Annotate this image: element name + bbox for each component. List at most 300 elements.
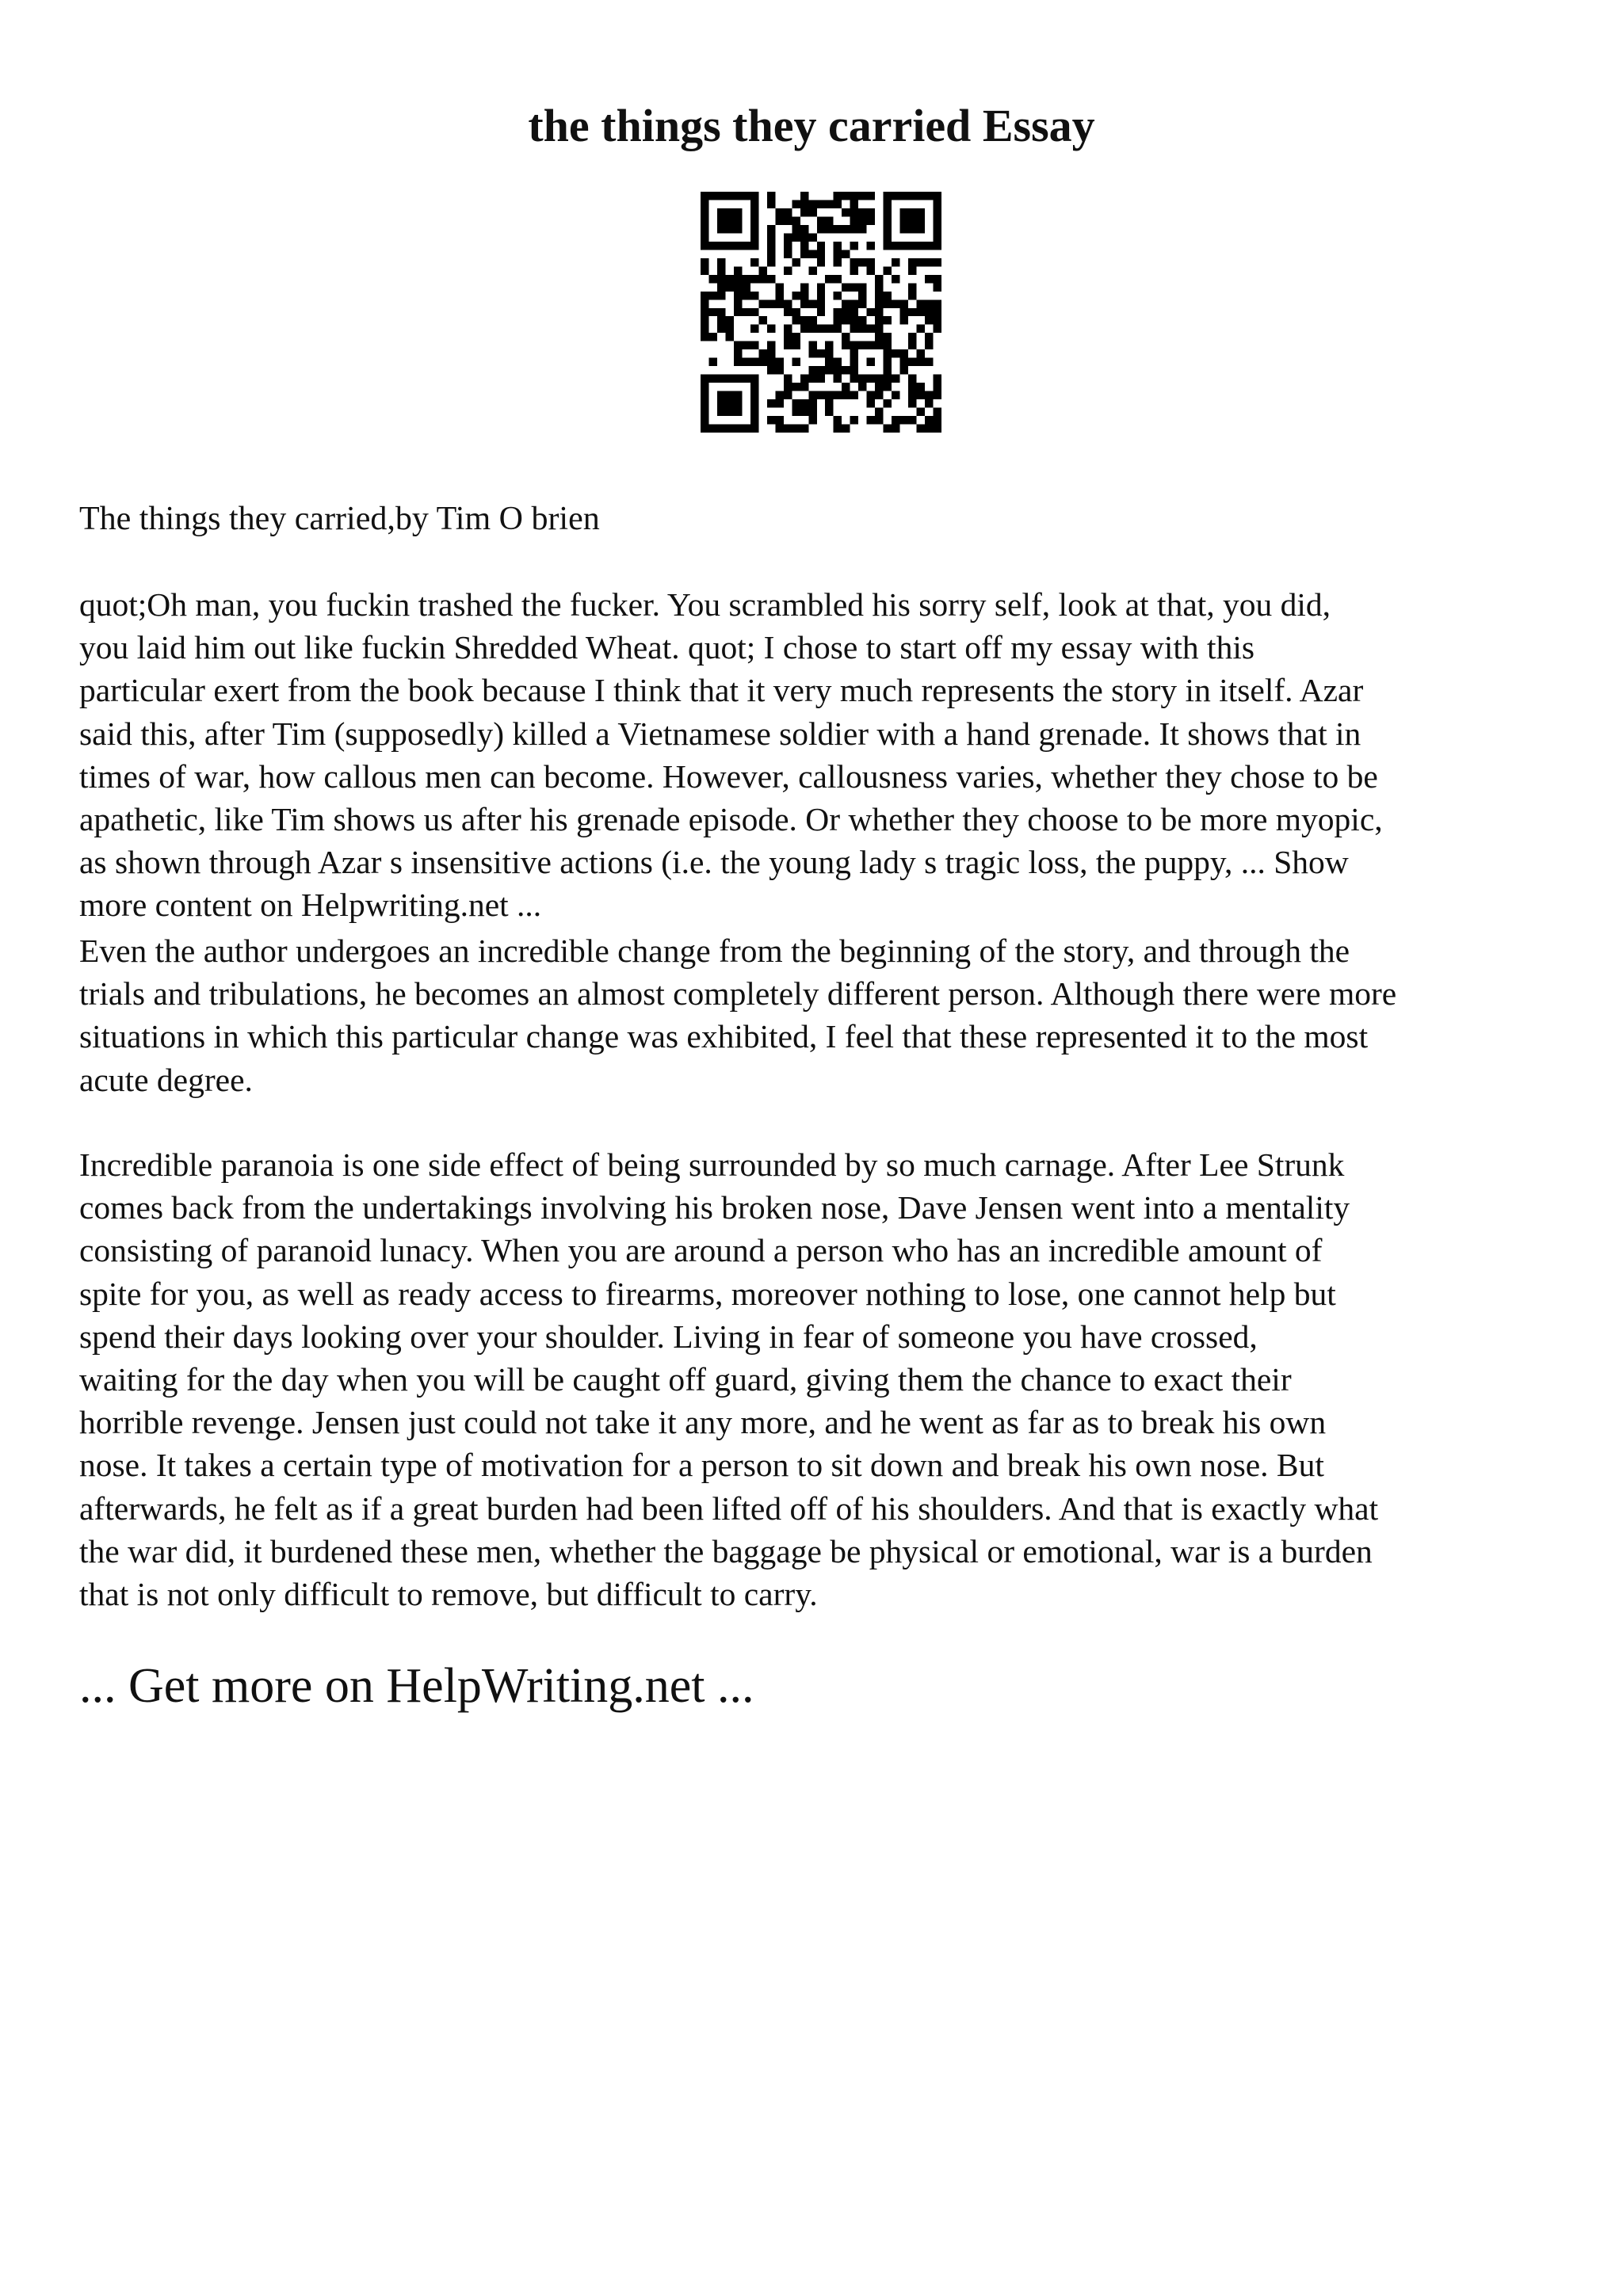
qr-module: [834, 391, 842, 399]
qr-module: [742, 341, 750, 349]
qr-module: [784, 375, 792, 383]
qr-module: [750, 200, 758, 208]
qr-module: [817, 299, 825, 307]
qr-module: [908, 283, 916, 291]
qr-module: [850, 242, 858, 250]
text-line: nose. It takes a certain type of motivation for a person to sit down and break his own nose. But: [79, 1447, 1324, 1484]
qr-module: [875, 383, 883, 391]
qr-module: [817, 242, 825, 250]
qr-module: [750, 192, 758, 200]
footer-link-text[interactable]: ... Get more on HelpWriting.net ...: [79, 1659, 754, 1713]
text-line: comes back from the undertakings involving his broken nose, Dave Jensen went into a mentality: [79, 1189, 1350, 1226]
qr-module: [858, 316, 866, 324]
qr-module: [767, 416, 775, 424]
qr-module: [767, 299, 775, 307]
qr-module: [750, 233, 758, 241]
qr-module: [725, 242, 733, 250]
qr-module: [725, 399, 733, 407]
qr-module: [892, 391, 899, 399]
qr-module: [834, 366, 842, 374]
qr-module: [884, 208, 892, 216]
qr-module: [725, 391, 733, 399]
qr-module: [734, 391, 742, 399]
qr-module: [701, 391, 708, 399]
qr-module: [850, 225, 858, 233]
text-line: particular exert from the book because I think that it very much represents the story in itself. Azar: [79, 672, 1364, 709]
qr-module: [792, 316, 800, 324]
qr-module: [750, 358, 758, 366]
qr-module: [808, 416, 816, 424]
qr-module: [758, 316, 766, 324]
qr-module: [934, 325, 941, 333]
qr-module: [917, 192, 925, 200]
qr-module: [750, 308, 758, 316]
qr-module: [934, 375, 941, 383]
qr-module: [784, 341, 792, 349]
qr-module: [717, 208, 725, 216]
qr-module: [850, 316, 858, 324]
qr-module: [708, 375, 716, 383]
qr-module: [742, 425, 750, 433]
qr-module: [750, 425, 758, 433]
qr-module: [784, 299, 792, 307]
qr-module: [842, 250, 850, 257]
qr-module: [850, 192, 858, 200]
qr-module: [701, 192, 708, 200]
qr-module: [767, 200, 775, 208]
qr-module: [775, 208, 783, 216]
qr-module: [792, 333, 800, 341]
qr-module: [925, 416, 933, 424]
qr-module: [775, 391, 783, 399]
qr-module: [725, 425, 733, 433]
qr-module: [934, 275, 941, 283]
qr-module: [775, 425, 783, 433]
qr-module: [701, 233, 708, 241]
qr-module: [850, 391, 858, 399]
qr-module: [817, 308, 825, 316]
qr-code-icon: [701, 192, 941, 433]
qr-module: [867, 399, 875, 407]
qr-module: [767, 275, 775, 283]
qr-module: [825, 200, 833, 208]
qr-module: [875, 325, 883, 333]
qr-module: [717, 192, 725, 200]
qr-module: [717, 391, 725, 399]
qr-module: [800, 225, 808, 233]
qr-module: [834, 375, 842, 383]
qr-module: [701, 325, 708, 333]
qr-module: [767, 366, 775, 374]
qr-module: [767, 250, 775, 257]
qr-module: [850, 216, 858, 224]
qr-module: [725, 192, 733, 200]
qr-module: [734, 266, 742, 274]
text-line: spend their days looking over your shoulder. Living in fear of someone you have crossed,: [79, 1318, 1258, 1355]
essay-paragraph: [79, 929, 1569, 1101]
qr-module: [701, 216, 708, 224]
qr-module: [925, 258, 933, 266]
qr-module: [808, 208, 816, 216]
qr-module: [875, 375, 883, 383]
qr-module: [800, 283, 808, 291]
qr-module: [834, 425, 842, 433]
qr-module: [934, 233, 941, 241]
qr-module: [725, 333, 733, 341]
qr-module: [808, 266, 816, 274]
qr-module: [934, 283, 941, 291]
qr-module: [934, 316, 941, 324]
qr-module: [708, 275, 716, 283]
qr-module: [792, 425, 800, 433]
qr-module: [825, 399, 833, 407]
qr-module: [775, 292, 783, 299]
qr-module: [717, 325, 725, 333]
qr-module: [842, 308, 850, 316]
text-line: quot;Oh man, you fuckin trashed the fucker. You scrambled his sorry self, look at that, you did,: [79, 586, 1331, 623]
qr-module: [717, 399, 725, 407]
qr-module: [825, 225, 833, 233]
qr-module: [792, 225, 800, 233]
qr-module: [908, 258, 916, 266]
qr-module: [767, 258, 775, 266]
qr-module: [808, 391, 816, 399]
qr-module: [858, 299, 866, 307]
qr-module: [900, 316, 908, 324]
byline: The things they carried,by Tim O brien: [79, 501, 600, 537]
qr-module: [925, 316, 933, 324]
qr-module: [808, 250, 816, 257]
text-line: the war did, it burdened these men, whether the baggage be physical or emotional, war is a burden: [79, 1532, 1373, 1569]
qr-module: [750, 325, 758, 333]
qr-module: [892, 416, 899, 424]
qr-module: [842, 391, 850, 399]
qr-module: [850, 200, 858, 208]
qr-module: [900, 225, 908, 233]
qr-module: [784, 333, 792, 341]
qr-module: [767, 242, 775, 250]
qr-module: [708, 292, 716, 299]
qr-module: [842, 283, 850, 291]
qr-module: [734, 308, 742, 316]
qr-module: [734, 275, 742, 283]
qr-module: [884, 341, 892, 349]
qr-module: [934, 391, 941, 399]
qr-module: [908, 416, 916, 424]
text-line: spite for you, as well as ready access to firearms, moreover nothing to lose, one cannot help but: [79, 1275, 1336, 1312]
qr-module: [734, 425, 742, 433]
qr-module: [917, 425, 925, 433]
qr-module: [884, 425, 892, 433]
qr-module: [775, 283, 783, 291]
text-line: trials and tribulations, he becomes an almost completely different person. Although there were more: [79, 975, 1397, 1013]
text-line: waiting for the day when you will be caught off guard, giving them the chance to exact their: [79, 1361, 1292, 1398]
qr-module: [850, 349, 858, 357]
qr-module: [884, 366, 892, 374]
qr-module: [750, 292, 758, 299]
qr-module: [734, 225, 742, 233]
qr-module: [917, 216, 925, 224]
qr-module: [767, 192, 775, 200]
qr-module: [934, 425, 941, 433]
qr-module: [800, 208, 808, 216]
qr-module: [834, 316, 842, 324]
qr-module: [867, 308, 875, 316]
text-line: more content on Helpwriting.net ...: [79, 887, 542, 924]
qr-module: [858, 208, 866, 216]
qr-module: [750, 208, 758, 216]
qr-module: [875, 308, 883, 316]
page-title: the things they carried Essay: [528, 100, 1095, 151]
qr-module: [792, 216, 800, 224]
qr-module: [792, 308, 800, 316]
qr-module: [792, 383, 800, 391]
qr-module: [717, 266, 725, 274]
essay-paragraph: [79, 1143, 1569, 1615]
qr-module: [867, 358, 875, 366]
qr-module: [858, 216, 866, 224]
qr-module: [725, 208, 733, 216]
qr-module: [800, 242, 808, 250]
text-line: apathetic, like Tim shows us after his grenade episode. Or whether they choose to be more myopic,: [79, 801, 1383, 838]
qr-module: [750, 216, 758, 224]
qr-module: [701, 200, 708, 208]
qr-module: [858, 258, 866, 266]
qr-module: [767, 225, 775, 233]
qr-module: [884, 375, 892, 383]
qr-module: [817, 292, 825, 299]
qr-module: [767, 349, 775, 357]
qr-module: [900, 242, 908, 250]
qr-module: [834, 275, 842, 283]
qr-module: [734, 292, 742, 299]
qr-module: [792, 358, 800, 366]
qr-module: [758, 299, 766, 307]
qr-module: [800, 250, 808, 257]
qr-module: [925, 391, 933, 399]
qr-module: [884, 242, 892, 250]
qr-module: [775, 416, 783, 424]
qr-module: [908, 225, 916, 233]
qr-module: [800, 233, 808, 241]
qr-module: [850, 299, 858, 307]
qr-module: [808, 200, 816, 208]
qr-module: [800, 299, 808, 307]
qr-module: [708, 308, 716, 316]
qr-module: [884, 358, 892, 366]
qr-module: [934, 242, 941, 250]
qr-module: [742, 308, 750, 316]
qr-module: [925, 399, 933, 407]
qr-module: [734, 216, 742, 224]
qr-module: [875, 416, 883, 424]
qr-module: [701, 208, 708, 216]
qr-module: [708, 333, 716, 341]
qr-module: [934, 408, 941, 416]
qr-module: [892, 349, 899, 357]
qr-module: [934, 308, 941, 316]
qr-module: [734, 349, 742, 357]
qr-module: [908, 375, 916, 383]
qr-module: [701, 383, 708, 391]
qr-module: [908, 208, 916, 216]
qr-module: [884, 192, 892, 200]
qr-module: [842, 299, 850, 307]
qr-module: [758, 358, 766, 366]
qr-module: [850, 358, 858, 366]
qr-module: [725, 325, 733, 333]
qr-module: [717, 242, 725, 250]
qr-module: [800, 325, 808, 333]
qr-module: [750, 408, 758, 416]
qr-module: [850, 416, 858, 424]
qr-module: [784, 391, 792, 399]
qr-module: [867, 258, 875, 266]
qr-module: [701, 416, 708, 424]
qr-module: [917, 391, 925, 399]
qr-module: [750, 258, 758, 266]
qr-module: [917, 383, 925, 391]
qr-module: [742, 283, 750, 291]
qr-module: [858, 225, 866, 233]
qr-module: [867, 391, 875, 399]
qr-module: [701, 308, 708, 316]
qr-module: [892, 299, 899, 307]
qr-module: [934, 225, 941, 233]
qr-module: [784, 325, 792, 333]
qr-module: [884, 216, 892, 224]
qr-module: [775, 366, 783, 374]
qr-module: [717, 308, 725, 316]
qr-module: [750, 375, 758, 383]
qr-module: [884, 266, 892, 274]
qr-module: [842, 316, 850, 324]
qr-module: [734, 399, 742, 407]
qr-module: [850, 208, 858, 216]
qr-module: [717, 375, 725, 383]
qr-module: [917, 208, 925, 216]
qr-module: [925, 275, 933, 283]
qr-module: [934, 200, 941, 208]
qr-module: [875, 391, 883, 399]
qr-module: [842, 366, 850, 374]
qr-module: [750, 242, 758, 250]
qr-module: [850, 283, 858, 291]
qr-module: [784, 425, 792, 433]
qr-module: [934, 383, 941, 391]
qr-module: [875, 408, 883, 416]
qr-module: [717, 283, 725, 291]
qr-module: [825, 275, 833, 283]
qr-module: [792, 399, 800, 407]
qr-module: [900, 208, 908, 216]
qr-module: [858, 383, 866, 391]
qr-module: [784, 233, 792, 241]
qr-module: [892, 258, 899, 266]
qr-module: [858, 325, 866, 333]
qr-module: [742, 275, 750, 283]
qr-module: [800, 425, 808, 433]
qr-module: [717, 408, 725, 416]
qr-module: [834, 308, 842, 316]
qr-module: [884, 383, 892, 391]
qr-module: [884, 333, 892, 341]
qr-module: [784, 266, 792, 274]
qr-module: [808, 341, 816, 349]
qr-module: [808, 399, 816, 407]
qr-module: [717, 292, 725, 299]
qr-module: [934, 192, 941, 200]
qr-module: [892, 242, 899, 250]
qr-module: [800, 192, 808, 200]
qr-module: [875, 275, 883, 283]
qr-module: [701, 266, 708, 274]
qr-module: [767, 358, 775, 366]
qr-module: [784, 208, 792, 216]
qr-module: [825, 216, 833, 224]
qr-module: [800, 383, 808, 391]
qr-module: [867, 192, 875, 200]
qr-module: [917, 308, 925, 316]
qr-module: [725, 375, 733, 383]
qr-module: [808, 299, 816, 307]
qr-module: [842, 333, 850, 341]
qr-module: [775, 399, 783, 407]
qr-module: [884, 299, 892, 307]
qr-module: [834, 192, 842, 200]
qr-module: [742, 375, 750, 383]
qr-module: [725, 216, 733, 224]
qr-module: [817, 349, 825, 357]
qr-module: [701, 399, 708, 407]
qr-module: [834, 250, 842, 257]
qr-module: [875, 299, 883, 307]
qr-module: [934, 416, 941, 424]
qr-module: [867, 416, 875, 424]
qr-module: [817, 200, 825, 208]
qr-module: [750, 275, 758, 283]
qr-module: [858, 375, 866, 383]
qr-module: [867, 341, 875, 349]
qr-module: [758, 349, 766, 357]
qr-module: [717, 275, 725, 283]
qr-module: [800, 200, 808, 208]
qr-module: [792, 408, 800, 416]
qr-module: [792, 258, 800, 266]
qr-module: [701, 316, 708, 324]
qr-module: [750, 391, 758, 399]
qr-module: [750, 399, 758, 407]
qr-module: [842, 192, 850, 200]
qr-module: [808, 325, 816, 333]
qr-module: [734, 208, 742, 216]
qr-module: [708, 358, 716, 366]
qr-module: [834, 358, 842, 366]
qr-module: [867, 266, 875, 274]
qr-module: [908, 242, 916, 250]
qr-module: [917, 349, 925, 357]
qr-module: [701, 425, 708, 433]
qr-module: [892, 192, 899, 200]
qr-module: [884, 399, 892, 407]
qr-module: [817, 216, 825, 224]
qr-module: [725, 283, 733, 291]
qr-module: [850, 341, 858, 349]
qr-module: [775, 358, 783, 366]
qr-module: [817, 391, 825, 399]
qr-module: [850, 325, 858, 333]
qr-module: [867, 375, 875, 383]
